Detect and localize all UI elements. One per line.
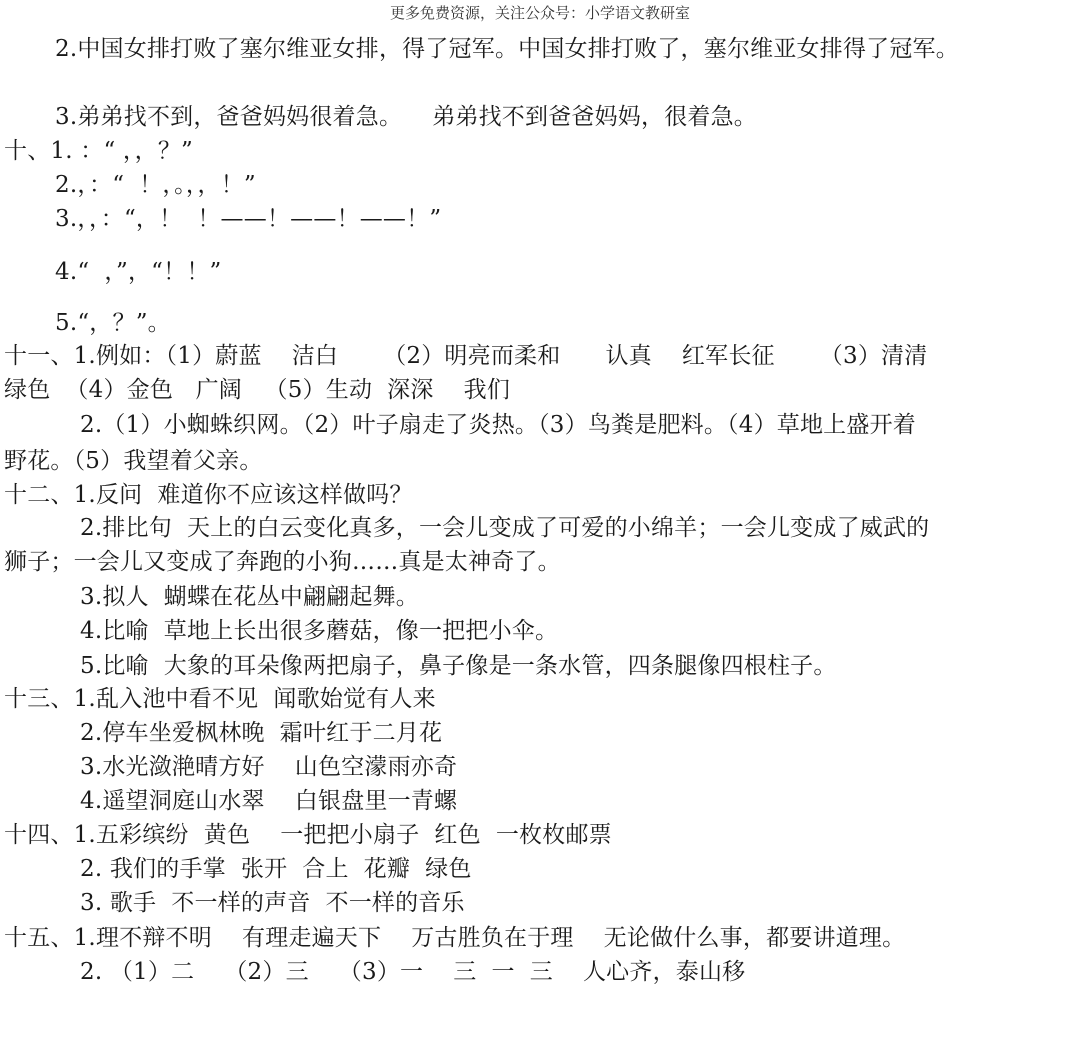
section-heading-15: 十五、1.理不辩不明 有理走遍天下 万古胜负在于理 无论做什么事，都要讲道理。: [4, 925, 906, 951]
answer-line: 2.排比句 天上的白云变化真多，一会儿变成了可爱的小绵羊；一会儿变成了威武的: [80, 515, 930, 541]
answer-line: 5.比喻 大象的耳朵像两把扇子，鼻子像是一条水管，四条腿像四根柱子。: [80, 653, 837, 679]
answer-line: 5.“，？”。: [55, 310, 171, 336]
answer-line: 2.停车坐爱枫林晚 霜叶红于二月花: [80, 720, 443, 746]
section-heading-11: 十一、1.例如：（1）蔚蓝 洁白 （2）明亮而柔和 认真 红军长征 （3）清清: [4, 343, 928, 369]
answer-line: 4.比喻 草地上长出很多蘑菇，像一把把小伞。: [80, 618, 559, 644]
section-heading-12: 十二、1.反问 难道你不应该这样做吗？: [4, 482, 413, 508]
page-header: 更多免费资源，关注公众号：小学语文教研室: [389, 4, 690, 22]
answer-line: 3.弟弟找不到，爸爸妈妈很着急。 弟弟找不到爸爸妈妈，很着急。: [55, 104, 757, 130]
answer-line: 2.中国女排打败了塞尔维亚女排，得了冠军。中国女排打败了，塞尔维亚女排得了冠军。: [55, 36, 959, 62]
section-heading-10: 十、1. ：“ ，，？”: [4, 138, 193, 164]
answer-line: 3. 歌手 不一样的声音 不一样的音乐: [80, 890, 465, 916]
answer-line: 3.，，：“，！ ！——！——！——！”: [55, 206, 442, 232]
answer-line: 2. 我们的手掌 张开 合上 花瓣 绿色: [80, 856, 472, 882]
answer-line: 绿色 （4）金色 广阔 （5）生动 深深 我们: [4, 377, 511, 403]
answer-line: 2. （1）二 （2）三 （3）一 三 一 三 人心齐，泰山移: [80, 959, 746, 985]
answer-line: 2.，：“ ！，。，，！”: [55, 172, 256, 198]
answer-line: 野花。（5）我望着父亲。: [4, 448, 263, 474]
answer-line: 4.“ ，”，“！！”: [55, 259, 222, 285]
section-heading-14: 十四、1.五彩缤纷 黄色 一把把小扇子 红色 一枚枚邮票: [4, 822, 612, 848]
answer-line: 狮子；一会儿又变成了奔跑的小狗……真是太神奇了。: [4, 549, 561, 575]
answer-line: 3.水光潋滟晴方好 山色空濛雨亦奇: [80, 754, 458, 780]
section-heading-13: 十三、1.乱入池中看不见 闻歌始觉有人来: [4, 686, 436, 712]
answer-line: 4.遥望洞庭山水翠 白银盘里一青螺: [80, 788, 458, 814]
answer-line: 3.拟人 蝴蝶在花丛中翩翩起舞。: [80, 584, 419, 610]
answer-line: 2.（1）小蜘蛛织网。（2）叶子扇走了炎热。（3）鸟粪是肥料。（4）草地上盛开着: [80, 412, 916, 438]
